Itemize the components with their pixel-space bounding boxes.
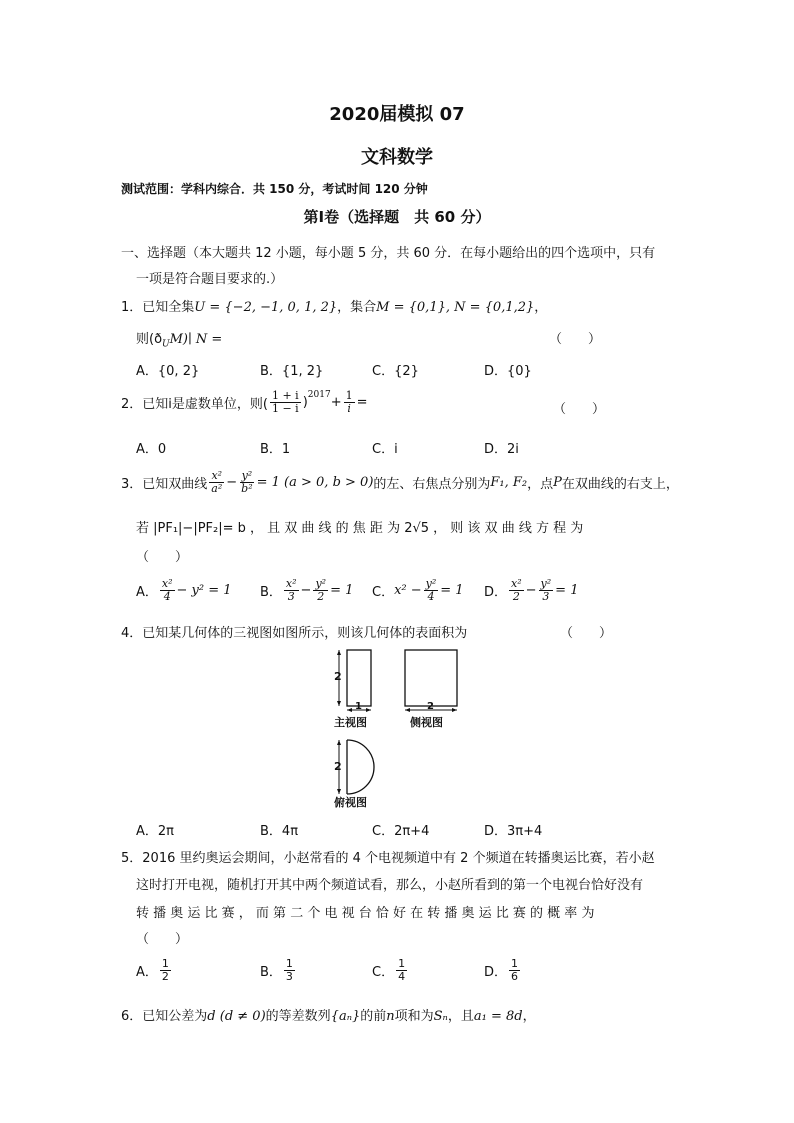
answer-blank: （ ） xyxy=(136,550,189,565)
question-text: 在双曲线的右支上， xyxy=(561,476,679,492)
denominator: i xyxy=(347,401,351,415)
question-5-line2: 这时打开电视，随机打开其中两个频道试看，那么，小赵所看到的第一个电视台恰好没有 xyxy=(136,878,644,893)
option-d: D．2i xyxy=(484,442,519,457)
option-a: A．2π xyxy=(136,824,174,839)
label-top-view: 俯视图 xyxy=(334,796,367,809)
question-text: ， xyxy=(534,300,548,315)
question-5-line3: 转 播 奥 运 比 赛 ， 而 第 二 个 电 视 台 恰 好 在 转 播 奥 运 比 赛 的 概 率 为 xyxy=(136,906,595,921)
answer-blank: （ ） xyxy=(136,932,189,947)
point-p: P xyxy=(553,474,562,490)
option-d: D．3π+4 xyxy=(484,824,543,839)
fraction xyxy=(344,390,355,414)
answer-blank: （ ） xyxy=(549,332,602,347)
denominator: 1 − i xyxy=(271,401,299,415)
exam-info: 测试范围：学科内综合．共 150 分，考试时间 120 分钟 xyxy=(121,182,428,196)
exponent: 2017 xyxy=(307,390,331,400)
option-c: C．i xyxy=(372,442,398,457)
instructions-line2: 一项是符合题目要求的.） xyxy=(136,272,284,287)
option-c: C． $\frac{1}{4}$ xyxy=(372,957,406,983)
question-2: 2． 已知i是虚数单位，则( $\frac{1 + i}{1 - i}$ ) $^{2017}$ + $\frac{1}{i}$ = xyxy=(121,389,368,415)
set-m-n: M = {0,1}, N = {0,1,2} xyxy=(376,300,535,315)
question-text: 已知全集 xyxy=(142,300,195,315)
page-title: 2020届模拟 07 xyxy=(329,104,465,125)
instructions-line1: 一、选择题（本大题共 12 小题，每小题 5 分，共 60 分．在每小题给出的四个选项中，只有 xyxy=(121,246,656,261)
option-a: A．0 xyxy=(136,442,167,457)
condition: = 1 (a > 0, b > 0) xyxy=(256,474,374,490)
question-text: ，点 xyxy=(527,476,554,492)
option-d: D．{0} xyxy=(484,364,532,379)
label-front-view: 主视图 xyxy=(334,716,367,729)
numerator: 1 xyxy=(345,389,353,402)
option-b: B．1 xyxy=(260,442,291,457)
option-a: A．{0, 2} xyxy=(136,364,200,379)
option-a: A． $\frac{\text{x²}}{4}$ − y² = 1 xyxy=(136,577,232,603)
question-number: 3． xyxy=(121,476,143,492)
option-c: C．2π+4 xyxy=(372,824,430,839)
question-text: M)∣ N = xyxy=(169,332,223,347)
label-w1: 1 xyxy=(355,701,362,712)
question-3-line2: 若 |PF₁|−|PF₂|= b ， 且 双 曲 线 的 焦 距 为 2√5 ， 则 该 双 曲 线 方 程 为 xyxy=(136,521,584,536)
subscript: U xyxy=(162,339,170,350)
option-b: B． $\frac{1}{3}$ xyxy=(260,957,293,983)
question-text: 已知i是虚数单位，则( xyxy=(142,396,268,412)
question-text: ，集合 xyxy=(337,300,377,315)
question-number: 1． xyxy=(121,300,143,315)
question-6: 6．已知公差为d (d ≠ 0)的等差数列{aₙ}的前n项和为Sₙ，且a₁ = 8d， xyxy=(121,1009,536,1024)
question-1-line2 xyxy=(136,328,222,350)
label-side-view: 侧视图 xyxy=(410,716,443,729)
operator: = xyxy=(356,394,368,410)
numerator: 1 + i xyxy=(271,389,299,402)
answer-blank: （ ） xyxy=(553,402,606,417)
label-t2: 2 xyxy=(334,760,342,773)
page-subtitle: 文科数学 xyxy=(361,147,433,168)
option-c: C．{2} xyxy=(372,364,419,379)
option-d: D． $\frac{\text{x²}}{2}$ − $\frac{\text{y²}}{3}$ = 1 xyxy=(484,577,579,603)
question-text: 的左、右焦点分别为 xyxy=(373,476,491,492)
fraction xyxy=(270,390,301,414)
option-b: B． $\frac{\text{x²}}{3}$ − $\frac{\text{y²}}{2}$ = 1 xyxy=(260,577,354,603)
question-text: 则(ð xyxy=(136,332,163,347)
option-a: A． $\frac{1}{2}$ xyxy=(136,957,169,983)
section-heading: 第Ⅰ卷（选择题 共 60 分） xyxy=(303,208,491,226)
option-d: D． $\frac{1}{6}$ xyxy=(484,957,519,983)
question-5-line1: 5．2016 里约奥运会期间，小赵常看的 4 个电视频道中有 2 个频道在转播奥运比赛，若小赵 xyxy=(121,851,655,866)
question-1 xyxy=(121,296,547,315)
operator: + xyxy=(330,394,342,410)
answer-blank: （ ） xyxy=(560,626,613,641)
side-view-rect xyxy=(405,650,457,706)
question-number: 2． xyxy=(121,396,143,412)
question-3: 3． 已知双曲线 $\frac{\text{x²}}{\text{a²}}$ − $\frac{\text{y²}}{\text{b²}}$ = 1 (a > 0, b > 0) 的左、右焦点分别为 F₁, F₂ ，点 P 在双曲线的右支上， xyxy=(121,469,679,495)
foci: F₁, F₂ xyxy=(490,474,528,490)
question-4: 4．已知某几何体的三视图如图所示，则该几何体的表面积为 xyxy=(121,626,468,641)
front-view-rect xyxy=(347,650,371,706)
option-c: C． x² − $\frac{\text{y²}}{4}$ = 1 xyxy=(372,577,464,603)
label-w2: 2 xyxy=(427,701,434,712)
fraction-x2-a2: $\frac{\text{x²}}{\text{a²}}$ xyxy=(211,469,223,495)
set-u: U = {−2, −1, 0, 1, 2} xyxy=(194,300,338,315)
option-b: B．{1, 2} xyxy=(260,364,324,379)
option-b: B．4π xyxy=(260,824,299,839)
question-text: 已知双曲线 xyxy=(142,476,208,492)
fraction-y2-b2: $\frac{\text{y²}}{\text{b²}}$ xyxy=(241,469,253,495)
label-h2: 2 xyxy=(334,670,342,683)
